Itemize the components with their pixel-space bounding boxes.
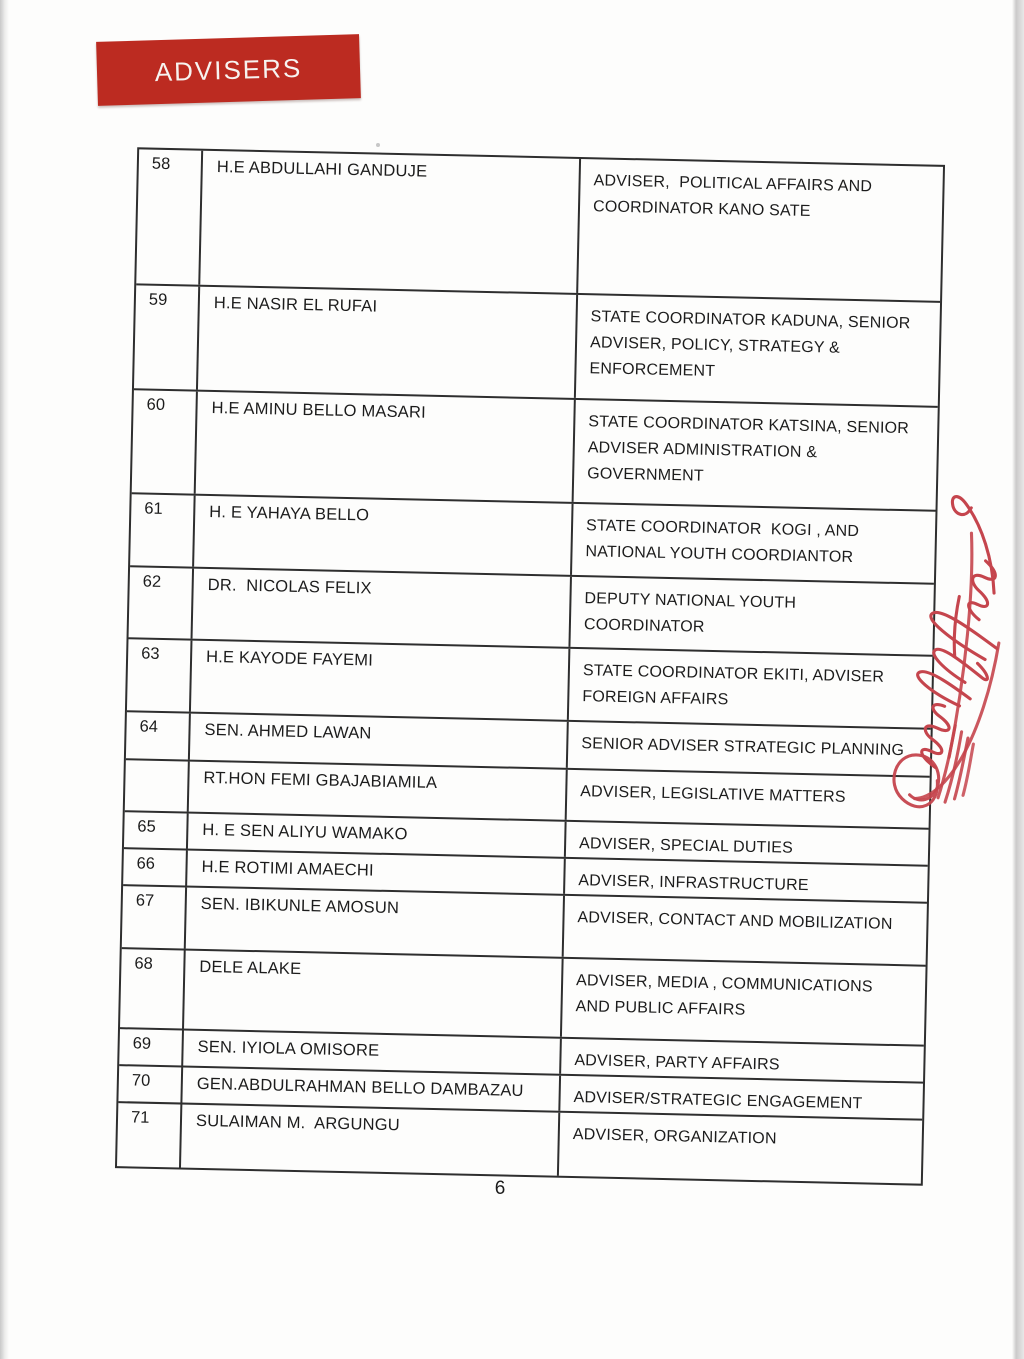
name-cell: SEN. IYIOLA OMISORE: [183, 1031, 562, 1074]
row-number-cell: 61: [130, 494, 196, 566]
row-number-cell: 65: [124, 812, 189, 848]
row-number-cell: 58: [136, 149, 203, 284]
name-cell: SULAIMAN M. ARGUNGU: [181, 1105, 560, 1176]
name-cell: DELE ALAKE: [184, 951, 564, 1037]
name-cell: H.E KAYODE FAYEMI: [191, 641, 570, 720]
role-cell: ADVISER, LEGISLATIVE MATTERS: [580, 783, 846, 806]
role-cell: ADVISER, MEDIA , COMMUNICATIONS AND PUBLIC AFFAIRS: [575, 972, 873, 1019]
row-number-cell: 70: [118, 1066, 183, 1102]
table-row: [134, 285, 940, 408]
row-number-cell: 62: [129, 567, 195, 638]
role-cell: STATE COORDINATOR KADUNA, SENIOR ADVISER, POLICY, STRATEGY & ENFORCEMENT: [589, 308, 911, 380]
row-number-cell: 69: [119, 1029, 184, 1065]
scan-edge-left: [0, 0, 9, 1359]
role-cell: ADVISER, ORGANIZATION: [572, 1126, 777, 1148]
role-cell: ADVISER, POLITICAL AFFAIRS AND COORDINATOR KANO SATE: [592, 172, 873, 221]
role-cell: ADVISER/STRATEGIC ENGAGEMENT: [573, 1089, 863, 1113]
name-cell: SEN. IBIKUNLE AMOSUN: [186, 888, 565, 957]
name-cell: RT.HON FEMI GBAJABIAMILA: [189, 762, 568, 820]
row-number-cell: 66: [123, 849, 188, 885]
name-cell: GEN.ABDULRAHMAN BELLO DAMBAZAU: [182, 1068, 561, 1111]
row-number-cell: 60: [132, 390, 198, 493]
row-number-cell: 71: [117, 1103, 182, 1167]
role-cell: STATE COORDINATOR KOGI , AND NATIONAL YOUTH COORDIANTOR: [585, 517, 860, 567]
role-cell: ADVISER, SPECIAL DUTIES: [578, 835, 794, 857]
table-row: [136, 149, 943, 303]
name-cell: H. E YAHAYA BELLO: [194, 496, 573, 575]
name-cell: H.E ROTIMI AMAECHI: [187, 851, 566, 894]
advisers-table: [115, 147, 945, 1185]
scan-speck: [376, 143, 380, 147]
role-cell: DEPUTY NATIONAL YOUTH COORDINATOR: [583, 590, 797, 636]
role-cell: STATE COORDINATOR EKITI, ADVISER FOREIGN AFFAIRS: [582, 662, 885, 709]
section-banner-label: ADVISERS: [154, 52, 303, 87]
role-cell: STATE COORDINATOR KATSINA, SENIOR ADVISER ADMINISTRATION & GOVERNMENT: [587, 413, 910, 485]
role-cell: ADVISER, CONTACT AND MOBILIZATION: [577, 909, 893, 933]
section-banner: [96, 34, 361, 106]
row-number-cell: 63: [127, 639, 193, 711]
row-number-cell: 64: [126, 712, 191, 759]
name-cell: DR. NICOLAS FELIX: [193, 569, 572, 647]
role-cell: SENIOR ADVISER STRATEGIC PLANNING: [581, 735, 905, 760]
row-number-cell: 67: [122, 886, 187, 948]
page-number: 6: [494, 1178, 506, 1199]
table-row: [132, 390, 938, 512]
row-number-cell: [125, 760, 190, 811]
name-cell: H.E AMINU BELLO MASARI: [196, 392, 576, 502]
row-number-cell: 68: [120, 949, 186, 1028]
name-cell: SEN. AHMED LAWAN: [190, 714, 569, 768]
name-cell: H. E SEN ALIYU WAMAKO: [188, 814, 567, 857]
scan-edge-right: [1012, 0, 1024, 1359]
row-number-cell: 59: [134, 285, 200, 389]
name-cell: H.E ABDULLAHI GANDUJE: [200, 151, 581, 293]
role-cell: ADVISER, INFRASTRUCTURE: [578, 872, 809, 895]
role-cell: ADVISER, PARTY AFFAIRS: [574, 1052, 780, 1074]
name-cell: H.E NASIR EL RUFAI: [198, 287, 578, 398]
